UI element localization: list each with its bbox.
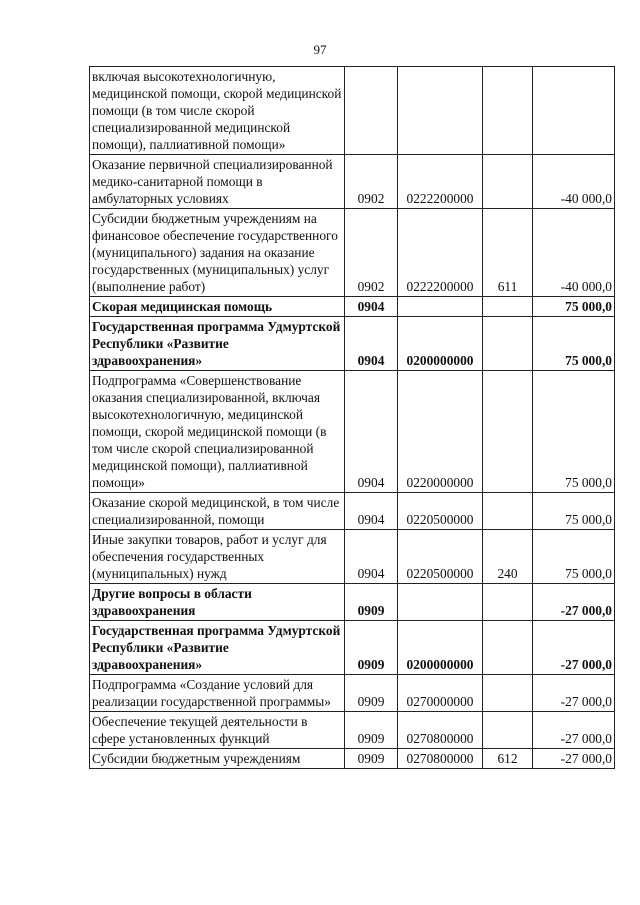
- row-csr-cell: [398, 297, 483, 317]
- row-type-cell: [483, 621, 533, 675]
- row-sum-cell: 75 000,0: [533, 530, 615, 584]
- row-section-cell: 0904: [345, 297, 398, 317]
- table-row: [90, 584, 615, 621]
- row-section-cell: 0904: [345, 493, 398, 530]
- row-name-cell: Иные закупки товаров, работ и услуг для обеспечения государственных (муниципальных) нужд: [90, 530, 345, 584]
- row-name-cell: Подпрограмма «Создание условий для реализации государственной программы»: [90, 675, 345, 712]
- row-name-cell: включая высокотехнологичную, медицинской помощи, скорой медицинской помощи (в том числе скорой специализированной медицинской помощи), паллиативной помощи»: [90, 67, 345, 155]
- table-row: [90, 493, 615, 530]
- row-sum-cell: 75 000,0: [533, 297, 615, 317]
- table-row: [90, 749, 615, 769]
- row-csr-cell: 0200000000: [398, 317, 483, 371]
- row-sum-cell: -40 000,0: [533, 155, 615, 209]
- row-name-cell: Другие вопросы в области здравоохранения: [90, 584, 345, 621]
- row-type-cell: [483, 675, 533, 712]
- table-row: [90, 317, 615, 371]
- row-name-cell: Скорая медицинская помощь: [90, 297, 345, 317]
- table-row: [90, 155, 615, 209]
- row-sum-cell: -40 000,0: [533, 209, 615, 297]
- row-csr-cell: 0270000000: [398, 675, 483, 712]
- row-section-cell: 0902: [345, 209, 398, 297]
- table-row: [90, 209, 615, 297]
- page-number: 97: [313, 42, 327, 57]
- row-type-cell: [483, 371, 533, 493]
- row-csr-cell: 0220500000: [398, 530, 483, 584]
- row-section-cell: 0909: [345, 749, 398, 769]
- row-csr-cell: 0220000000: [398, 371, 483, 493]
- row-type-cell: [483, 317, 533, 371]
- row-sum-cell: [533, 67, 615, 155]
- table-row: [90, 67, 615, 155]
- row-type-cell: [483, 493, 533, 530]
- row-type-cell: [483, 584, 533, 621]
- budget-table-body: [90, 67, 615, 769]
- row-sum-cell: -27 000,0: [533, 584, 615, 621]
- row-section-cell: 0909: [345, 675, 398, 712]
- row-sum-cell: -27 000,0: [533, 675, 615, 712]
- row-name-cell: Государственная программа Удмуртской Республики «Развитие здравоохранения»: [90, 621, 345, 675]
- row-csr-cell: [398, 67, 483, 155]
- row-sum-cell: 75 000,0: [533, 371, 615, 493]
- row-csr-cell: [398, 584, 483, 621]
- row-csr-cell: 0220500000: [398, 493, 483, 530]
- row-section-cell: [345, 67, 398, 155]
- row-type-cell: 240: [483, 530, 533, 584]
- table-row: [90, 371, 615, 493]
- row-name-cell: Субсидии бюджетным учреждениям: [90, 749, 345, 769]
- table-row: [90, 712, 615, 749]
- row-name-cell: Оказание первичной специализированной медико-санитарной помощи в амбулаторных условиях: [90, 155, 345, 209]
- row-csr-cell: 0270800000: [398, 749, 483, 769]
- row-section-cell: 0909: [345, 621, 398, 675]
- row-section-cell: 0904: [345, 317, 398, 371]
- row-name-cell: Подпрограмма «Совершенствование оказания специализированной, включая высокотехнологичную, медицинской помощи, скорой медицинской помощи (в том числе скорой специализированной медицинской помощи), паллиативной помощи»: [90, 371, 345, 493]
- budget-table: [89, 66, 615, 769]
- row-type-cell: [483, 297, 533, 317]
- row-section-cell: 0902: [345, 155, 398, 209]
- row-csr-cell: 0222200000: [398, 209, 483, 297]
- row-section-cell: 0904: [345, 530, 398, 584]
- row-section-cell: 0909: [345, 712, 398, 749]
- row-type-cell: [483, 712, 533, 749]
- row-sum-cell: 75 000,0: [533, 317, 615, 371]
- row-name-cell: Обеспечение текущей деятельности в сфере установленных функций: [90, 712, 345, 749]
- row-sum-cell: -27 000,0: [533, 712, 615, 749]
- row-section-cell: 0909: [345, 584, 398, 621]
- row-sum-cell: -27 000,0: [533, 749, 615, 769]
- row-type-cell: 611: [483, 209, 533, 297]
- row-type-cell: [483, 155, 533, 209]
- table-row: [90, 530, 615, 584]
- row-csr-cell: 0200000000: [398, 621, 483, 675]
- row-name-cell: Субсидии бюджетным учреждениям на финансовое обеспечение государственного (муниципального) задания на оказание государственных (муниципальных) услуг (выполнение работ): [90, 209, 345, 297]
- table-row: [90, 297, 615, 317]
- row-type-cell: [483, 67, 533, 155]
- row-type-cell: 612: [483, 749, 533, 769]
- row-section-cell: 0904: [345, 371, 398, 493]
- row-csr-cell: 0222200000: [398, 155, 483, 209]
- table-row: [90, 621, 615, 675]
- row-name-cell: Оказание скорой медицинской, в том числе специализированной, помощи: [90, 493, 345, 530]
- row-sum-cell: 75 000,0: [533, 493, 615, 530]
- row-sum-cell: -27 000,0: [533, 621, 615, 675]
- table-row: [90, 675, 615, 712]
- row-csr-cell: 0270800000: [398, 712, 483, 749]
- row-name-cell: Государственная программа Удмуртской Республики «Развитие здравоохранения»: [90, 317, 345, 371]
